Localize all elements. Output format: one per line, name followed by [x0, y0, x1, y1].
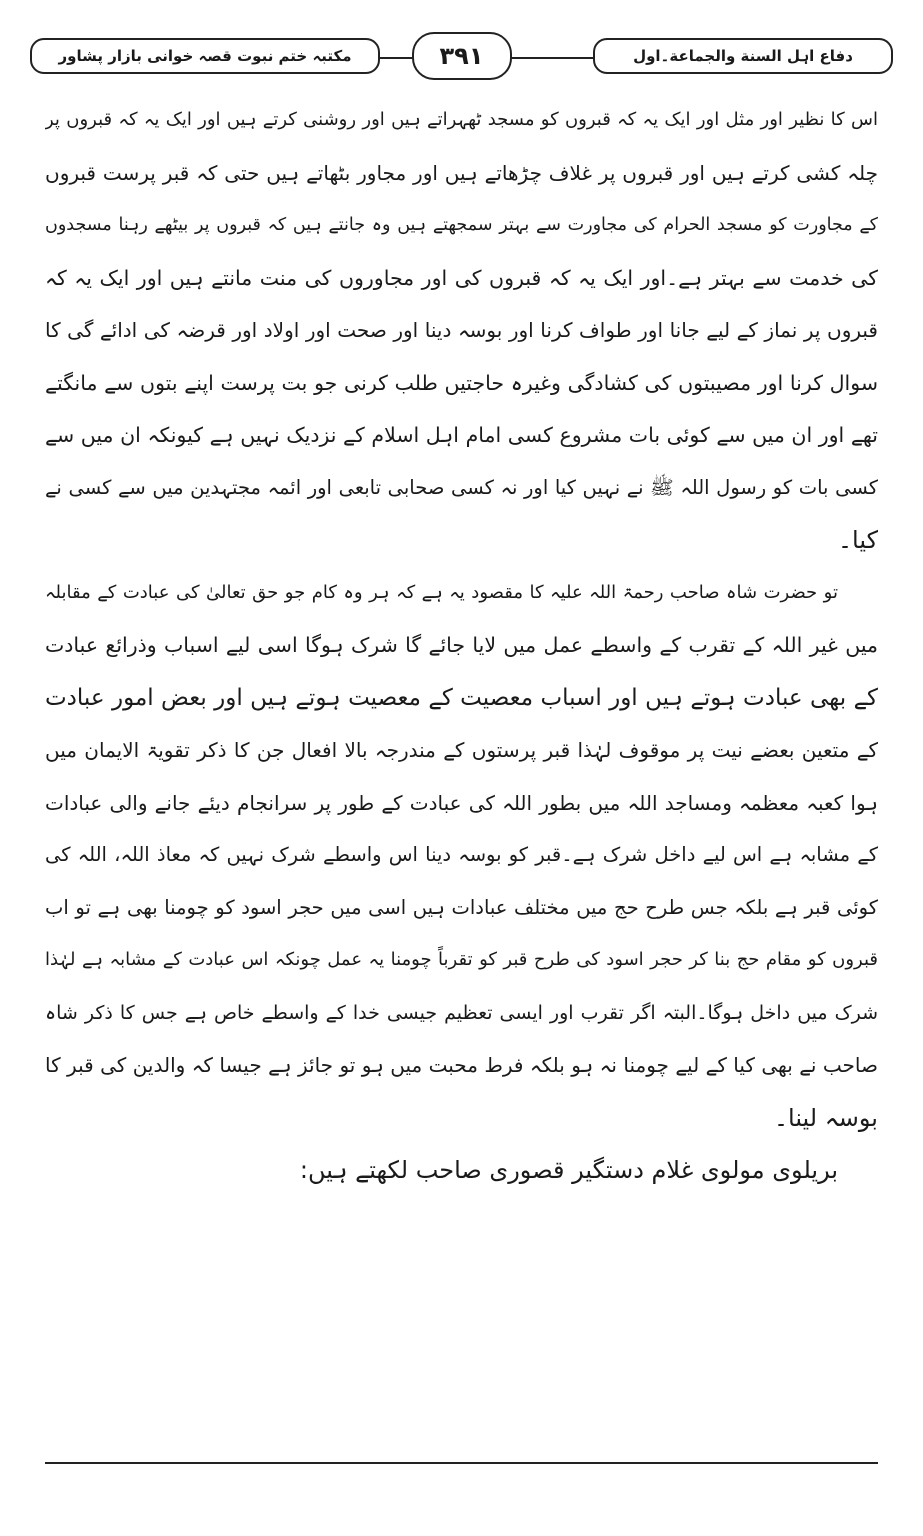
page-body	[45, 94, 878, 1197]
text-line: شرک میں داخل ہوگا۔البتہ اگر تقرب اور ایسی تعظیم جیسی خدا کے واسطے خاص ہے جس کا ذکر شاہ	[45, 1001, 878, 1024]
text-line: تھے اور ان میں سے کوئی بات مشروع کسی امام اہل اسلام کے نزدیک نہیں ہے کیونکہ ان میں سے	[45, 423, 878, 447]
book-title: دفاع اہل السنة والجماعة۔اول	[593, 38, 893, 74]
text-line: قبروں کو مقام حج بنا کر حجر اسود کی طرح قبر کو تقرباً چومنا یہ عمل چونکہ اس عبادت کے مشابہ ہے لہٰذا	[45, 949, 878, 970]
text-line: بریلوی مولوی غلام دستگیر قصوری صاحب لکھتے ہیں:	[299, 1156, 838, 1184]
text-line: تو حضرت شاہ صاحب رحمۃ اللہ علیہ کا مقصود یہ ہے کہ ہر وہ کام جو حق تعالیٰ کی عبادت کے مقابلہ	[45, 581, 838, 603]
text-line: کے متعین بعضے نیت پر موقوف لہٰذا قبر پرستوں کے مندرجہ بالا افعال جن کا ذکر تقویۃ الایمان میں	[45, 738, 878, 762]
text-line: ہوا کعبہ معظمہ ومساجد اللہ میں بطور اللہ کی عبادت کے طور پر سرانجام دیئے جانے والی عبادات	[45, 790, 878, 815]
text-line: چلہ کشی کرتے ہیں اور قبروں پر غلاف چڑھاتے ہیں اور مجاور بٹھاتے ہیں حتی کہ قبر پرست قبروں	[45, 160, 878, 185]
text-line: سوال کرنا اور مصیبتوں کی کشادگی وغیرہ حاجتیں طلب کرنی جو بت پرست اپنے بتوں سے مانگتے	[45, 370, 878, 395]
text-line: قبروں پر نماز کے لیے جانا اور طواف کرنا اور بوسہ دینا اور صحت اور اولاد اور قرضہ کی ادائے گی کا	[45, 318, 878, 342]
text-line: کے مشابہ ہے اس لیے داخل شرک ہے۔قبر کو بوسہ دینا اس واسطے شرک نہیں کہ معاذ اللہ، اللہ کی	[45, 843, 878, 866]
text-line: میں غیر اللہ کے تقرب کے واسطے عمل میں لایا جائے گا شرک ہوگا اسی لیے اسباب وذرائع عبادت	[45, 633, 878, 657]
text-line: کیا۔	[837, 526, 878, 554]
page-number: ۳۹۱	[412, 32, 512, 80]
page-header	[30, 30, 893, 90]
text-line: کے بھی عبادت ہوتے ہیں اور اسباب معصیت کے معصیت ہوتے ہیں اور بعض امور عبادت	[45, 684, 878, 711]
text-line: کسی بات کو رسول اللہ ﷺ نے نہیں کیا اور نہ کسی صحابی تابعی اور ائمہ مجتہدین میں سے کسی نے	[45, 475, 878, 499]
text-line: کے مجاورت کو مسجد الحرام کی مجاورت سے بہتر سمجھتے ہیں وہ جانتے ہیں کہ قبروں پر بیٹھے رہنا مسجدوں	[45, 215, 878, 235]
text-line: بوسہ لینا۔	[773, 1103, 878, 1132]
footer-rule	[45, 1462, 878, 1464]
text-line: کوئی قبر ہے بلکہ جس طرح حج میں مختلف عبادات ہیں اسی میں حجر اسود کو چومنا بھی ہے تو اب	[45, 895, 878, 919]
publisher-title: مکتبہ ختم نبوت قصہ خوانی بازار پشاور	[30, 38, 380, 74]
text-line: صاحب نے بھی کیا کے لیے چومنا نہ ہو بلکہ فرط محبت میں ہو تو جائز ہے جیسا کہ والدین کی قبر کا	[45, 1053, 878, 1077]
text-line: اس کا نظیر اور مثل اور ایک یہ کہ قبروں کو مسجد ٹھہراتے ہیں اور روشنی کرتے ہیں اور ایک یہ کہ قبروں پر	[45, 109, 878, 130]
text-line: کی خدمت سے بہتر ہے۔اور ایک یہ کہ قبروں کی اور مجاوروں کی منت مانتے ہیں اور ایک یہ کہ	[45, 265, 878, 290]
